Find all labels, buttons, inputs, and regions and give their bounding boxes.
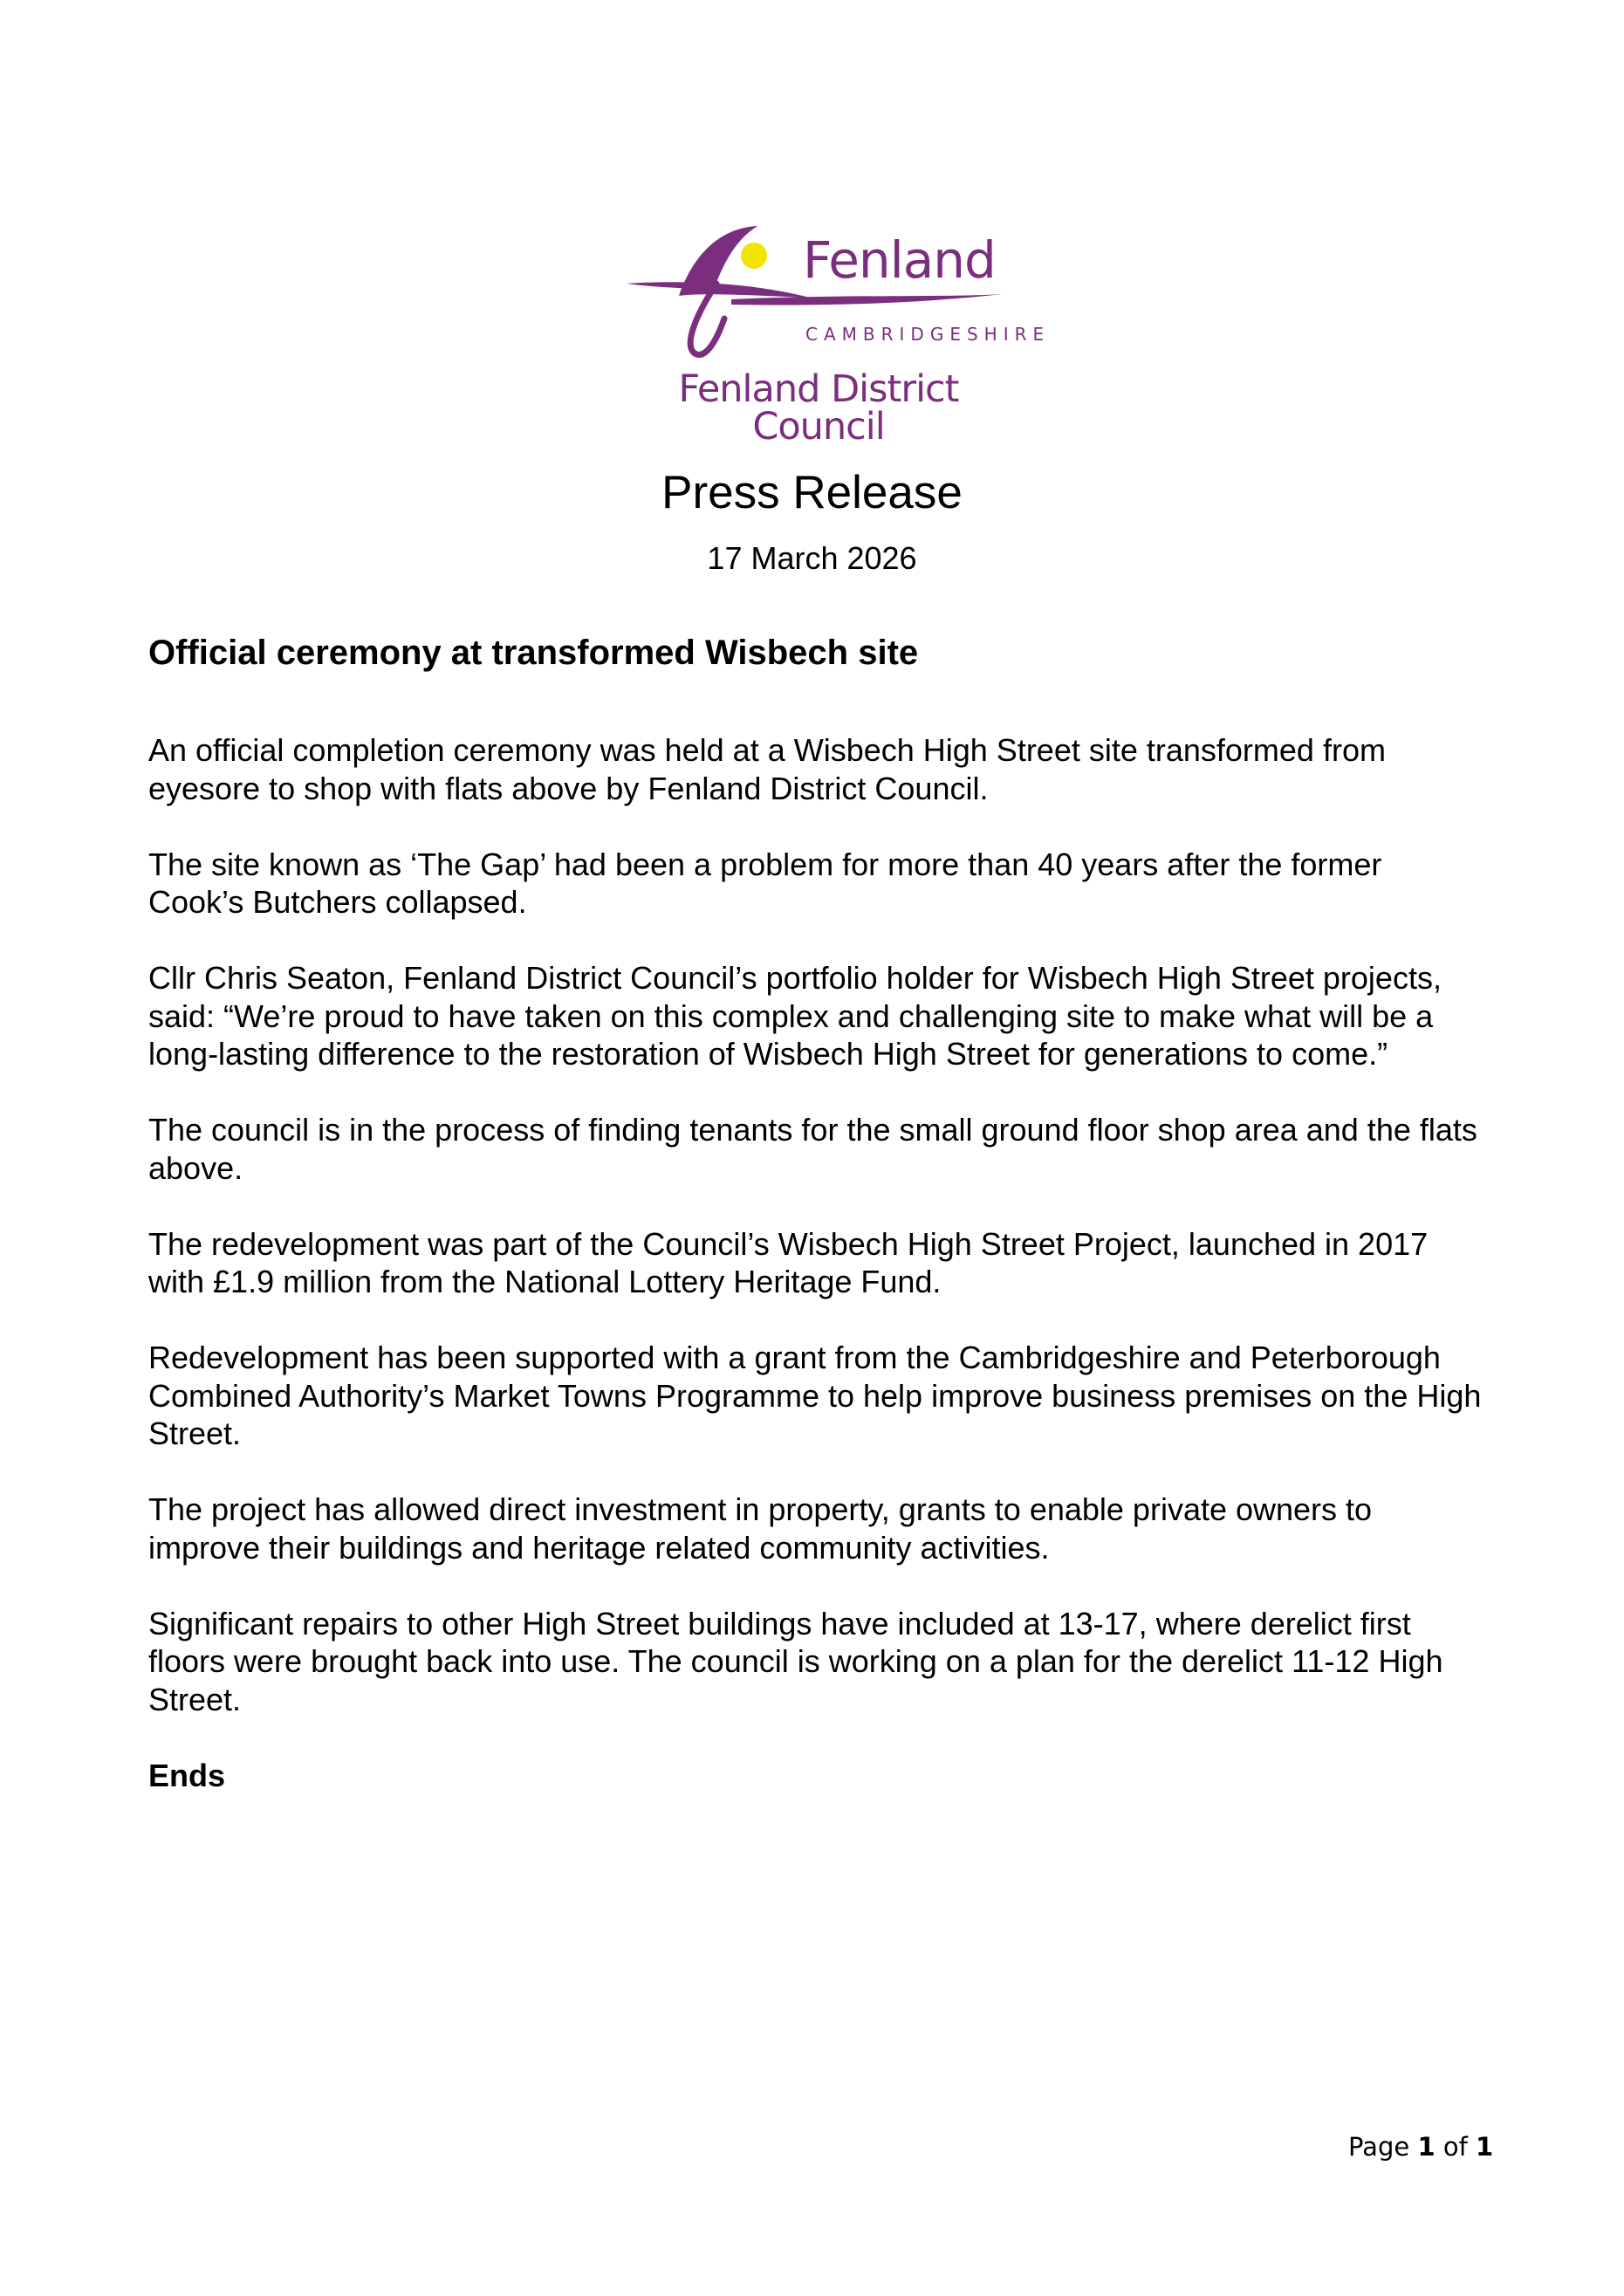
article-paragraph: An official completion ceremony was held at a Wisbech High Street site transformed from eyesore to shop with flats above by Fenland District Council. [148,732,1386,806]
article-headline: Official ceremony at transformed Wisbech site [148,634,919,672]
article-paragraph: The site known as ‘The Gap’ had been a problem for more than 40 years after the former Cook’s Butchers collapsed. [148,846,1382,920]
release-date: 17 March 2026 [707,540,917,576]
logo-wordmark: Fenland [803,230,996,290]
article-paragraph: The redevelopment was part of the Council’s Wisbech High Street Project, launched in 2017 with £1.9 million from the National Lottery Heritage Fund. [148,1225,1429,1299]
document-type-title: Press Release [661,467,963,518]
fenland-logo [627,223,1051,449]
logo-council-name: Fenland District Council [678,367,959,449]
logo-county-text: CAMBRIDGESHIRE [805,324,1051,345]
page-number [1348,2132,1494,2162]
ends-marker: Ends [148,1757,226,1793]
article-paragraph: The council is in the process of finding tenants for the small ground floor shop area and the flats above. [148,1112,1477,1186]
article-paragraph: The project has allowed direct investment in property, grants to enable private owners to improve their buildings and heritage related community activities. [148,1491,1373,1566]
page-of-label: of [1442,2132,1468,2162]
article-body [148,731,1484,1833]
page-total: 1 [1476,2132,1494,2162]
article-paragraph: Cllr Chris Seaton, Fenland District Council’s portfolio holder for Wisbech High Street projects, said: “We’re proud to have taken on this complex and challenging site to make what will be a long-lasting difference to the restoration of Wisbech High Street for generations to come.” [148,960,1442,1072]
page-current: 1 [1417,2132,1436,2162]
article-paragraph: Redevelopment has been supported with a grant from the Cambridgeshire and Peterborough Combined Authority’s Market Towns Programme to help improve business premises on the High Street. [148,1340,1482,1451]
page-label: Page [1348,2132,1410,2162]
article-paragraph: Significant repairs to other High Street buildings have included at 13-17, where derelict first floors were brought back into use. The council is working on a plan for the derelict 11-12 High Street. [148,1605,1443,1717]
